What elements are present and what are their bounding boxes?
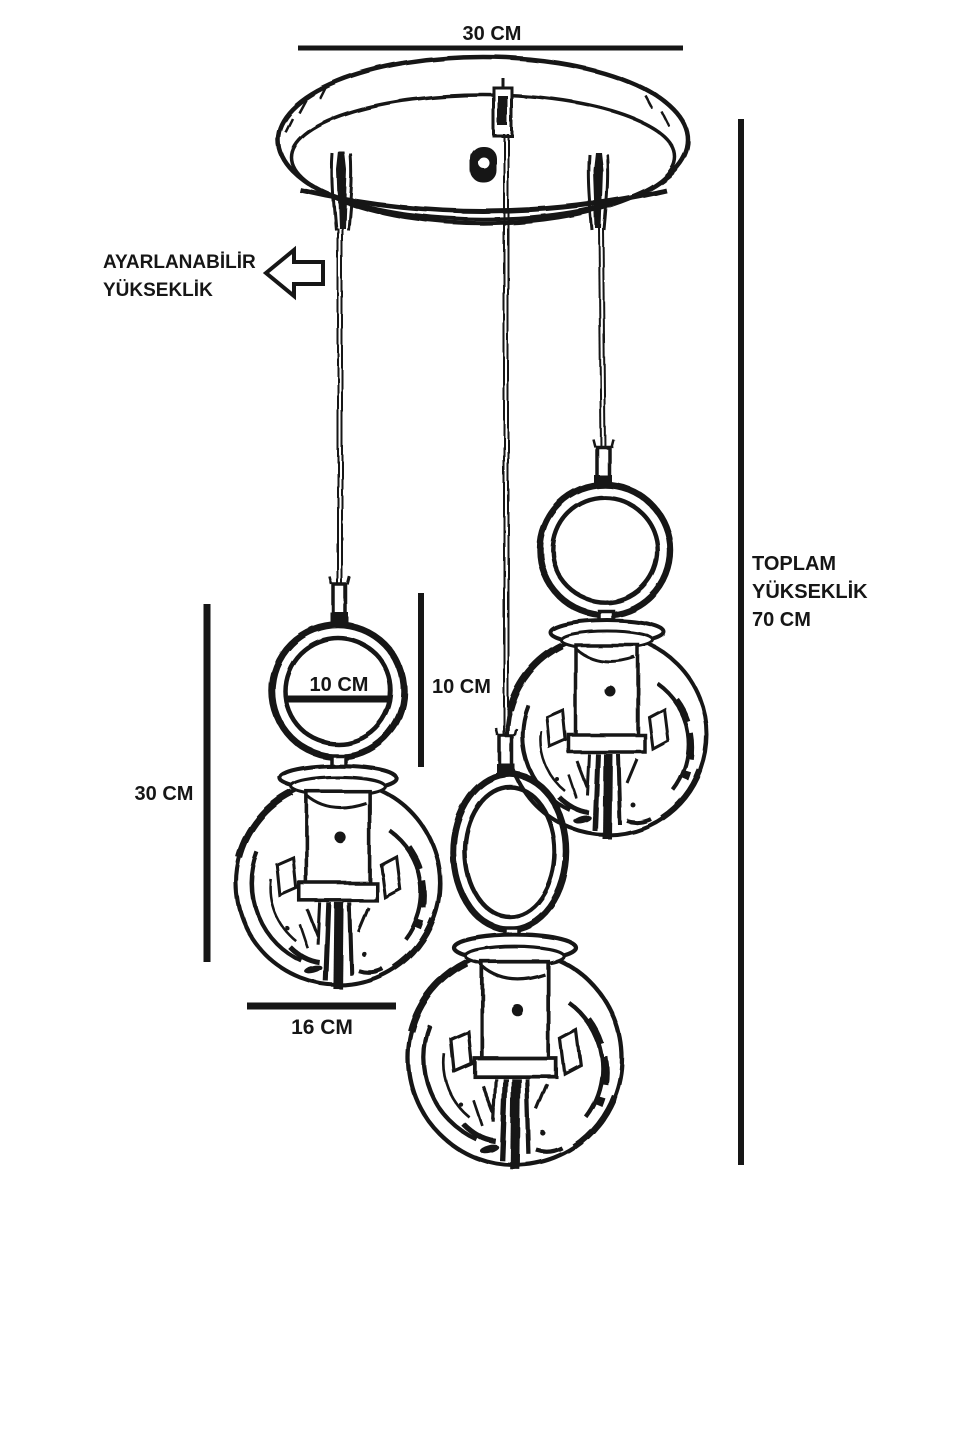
dim-total-height-label-line1: TOPLAM xyxy=(752,553,837,575)
globe-center xyxy=(408,935,622,1169)
pendant-left xyxy=(236,577,440,989)
dim-total-height-label-line2: YÜKSEKLİK xyxy=(752,581,868,603)
adjustable-height-label-line1: AYARLANABİLİR xyxy=(103,252,256,273)
dim-canopy-width-label: 30 CM xyxy=(462,23,522,45)
dim-ring-width-label: 10 CM xyxy=(309,674,369,696)
ring-center xyxy=(453,774,567,930)
canopy-cord-gland-top xyxy=(494,78,512,136)
globe-left xyxy=(236,766,440,989)
ferrule-center xyxy=(496,728,516,774)
cord-left xyxy=(338,228,342,584)
ferrule-right xyxy=(593,439,613,485)
canopy-keyhole-slot xyxy=(470,146,496,182)
pendant-right xyxy=(507,439,707,839)
dim-total-height-label-line3: 70 CM xyxy=(752,609,811,631)
adjustable-height-label-line2: YÜKSEKLİK xyxy=(103,280,213,301)
cord-right xyxy=(599,228,605,450)
left-block-arrow-icon xyxy=(266,250,323,296)
ceiling-canopy xyxy=(278,57,688,230)
dim-pendant-height-label: 30 CM xyxy=(134,783,194,805)
ferrule-left xyxy=(330,577,350,623)
ring-right xyxy=(540,485,670,615)
dim-globe-width-label: 16 CM xyxy=(291,1016,353,1039)
globe-right xyxy=(507,620,707,839)
dim-ring-height-label: 10 CM xyxy=(432,676,491,698)
